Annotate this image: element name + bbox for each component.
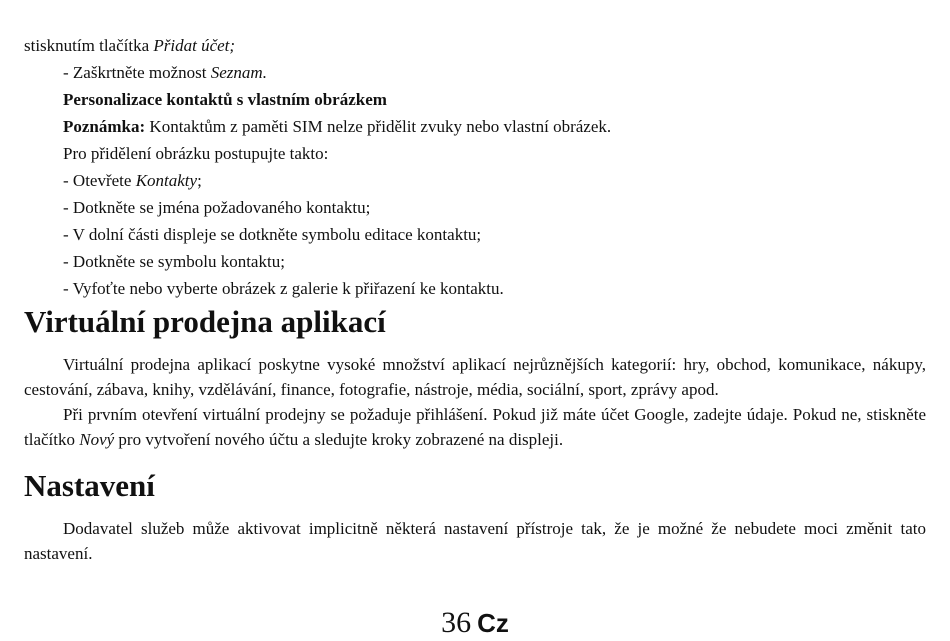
language-code: Cz [477,608,509,638]
list-option-label: Seznam. [210,63,267,82]
step-open-contacts [24,167,926,194]
intro-line [24,32,926,59]
note-label: Poznámka: [63,117,146,136]
app-store-paragraph-1: Virtuální prodejna aplikací poskytne vysoké množství aplikací nejrůznějších kategorií: hry, obchod, komunikace, nákupy, cestování, zábava, knihy, vzdělávání, finance, fotografie, nástroje, média, sociální, sport, zprávy apod. [24,355,926,399]
new-button-label: Nový [79,430,115,449]
check-text: - Zaškrtněte možnost [63,63,211,82]
steps-intro: Pro přidělení obrázku postupujte takto: [63,144,329,163]
heading-settings: Nastavení [24,468,155,503]
settings-paragraph: Dodavatel služeb může aktivovat implicitně některá nastavení přístroje tak, že je možné že nebudete moci změnit tato nastavení. [24,519,926,563]
step1-suffix: ; [197,171,202,190]
app-store-paragraph-2 [24,402,926,452]
step-choose-picture: - Vyfoťte nebo vyberte obrázek z galerie k přiřazení ke kontaktu. [63,279,504,298]
note-text: Kontaktům z paměti SIM nelze přidělit zvuky nebo vlastní obrázek. [145,117,612,136]
page-number: 36 [441,606,472,639]
note-line [24,113,926,140]
page-footer [0,605,950,641]
para2-text: Při prvním otevření virtuální prodejny se požaduje přihlášení. Pokud již máte účet Google, zadejte údaje. Pokud ne, stiskněte tlačítko [24,405,926,449]
check-list-line [24,59,926,86]
step-touch-name: - Dotkněte se jména požadovaného kontaktu; [63,198,371,217]
subheading-personalization: Personalizace kontaktů s vlastním obrázkem [63,90,387,109]
heading-app-store: Virtuální prodejna aplikací [24,304,386,339]
step-contact-symbol: - Dotkněte se symbolu kontaktu; [63,252,285,271]
add-account-label: Přidat účet; [153,36,236,55]
step-edit-symbol: - V dolní části displeje se dotkněte symbolu editace kontaktu; [63,225,482,244]
step1-text: - Otevřete [63,171,136,190]
intro-text: stisknutím tlačítka [24,36,154,55]
document-page [24,32,926,566]
contacts-app-label: Kontakty [135,171,198,190]
para2-suffix: pro vytvoření nového účtu a sledujte kroky zobrazené na displeji. [114,430,564,449]
